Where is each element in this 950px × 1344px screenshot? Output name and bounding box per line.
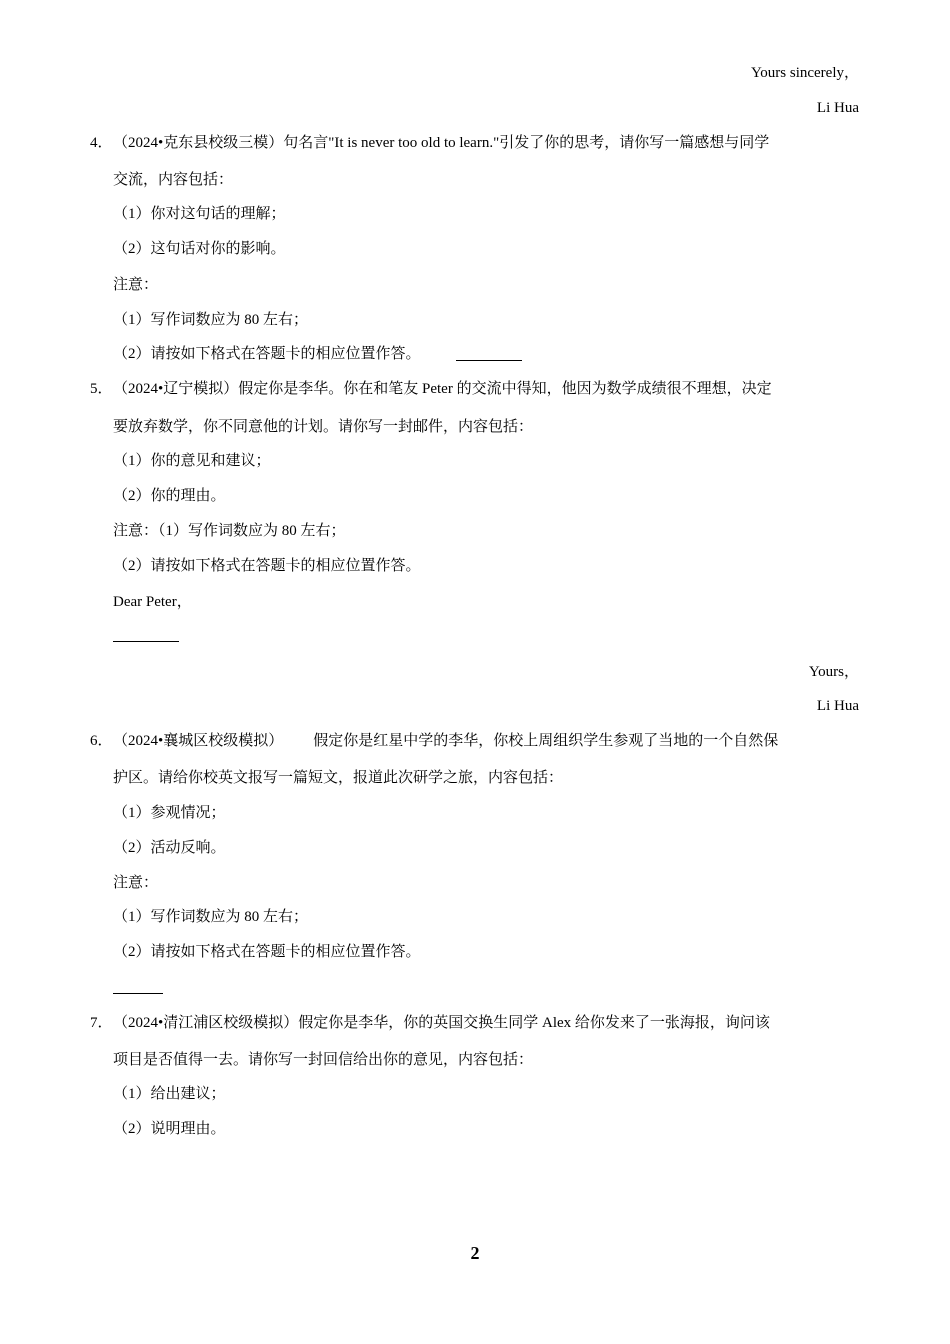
question-text-line-1: （2024•清江浦区校级模拟）假定你是李华，你的英国交换生同学 Alex 给你发来了一张海报，询问该 <box>113 1015 770 1031</box>
page-number: 2 <box>470 1243 480 1263</box>
question-number: 4． <box>90 135 113 151</box>
note-1: （1）写作词数应为 80 左右； <box>113 312 309 328</box>
question-number: 5． <box>90 381 113 397</box>
question-text-line-1: （2024•襄城区校级模拟） 假定你是红星中学的李华，你校上周组织学生参观了当地的一个自然保 <box>113 733 779 749</box>
content-point-1: （1）你的意见和建议； <box>113 453 271 469</box>
content-point-1: （1）参观情况； <box>113 805 226 821</box>
question-number: 6． <box>90 733 113 749</box>
answer-blank <box>456 360 522 361</box>
note-2: （2）请按如下格式在答题卡的相应位置作答。 <box>113 558 421 574</box>
note-1: 注意：（1）写作词数应为 80 左右； <box>113 523 346 539</box>
question-text-line-1: （2024•辽宁模拟）假定你是李华。你在和笔友 Peter 的交流中得知，他因为数学成绩很不理想，决定 <box>113 381 772 397</box>
content-point-1: （1）你对这句话的理解； <box>113 206 286 222</box>
letter-salutation: Dear Peter， <box>113 594 192 610</box>
content-point-2: （2）说明理由。 <box>113 1121 226 1137</box>
note-2: （2）请按如下格式在答题卡的相应位置作答。 <box>113 346 421 362</box>
content-point-2: （2）这句话对你的影响。 <box>113 241 286 257</box>
note-2: （2）请按如下格式在答题卡的相应位置作答。 <box>113 944 421 960</box>
question-text-line-2: 要放弃数学，你不同意他的计划。请你写一封邮件，内容包括： <box>113 419 534 435</box>
prev-letter-signature: Li Hua <box>816 100 859 116</box>
letter-closing: Yours， <box>808 664 859 680</box>
content-point-1: （1）给出建议； <box>113 1086 226 1102</box>
question-number: 7． <box>90 1015 113 1031</box>
question-text-line-2: 项目是否值得一去。请你写一封回信给出你的意见，内容包括： <box>113 1052 534 1068</box>
question-text-line-2: 护区。请给你校英文报写一篇短文，报道此次研学之旅，内容包括： <box>113 770 564 786</box>
letter-signature: Li Hua <box>816 698 859 714</box>
prev-letter-closing: Yours sincerely， <box>750 65 859 81</box>
answer-blank <box>113 993 163 994</box>
note-label: 注意： <box>113 277 159 293</box>
note-label: 注意： <box>113 875 159 891</box>
content-point-2: （2）活动反响。 <box>113 840 226 856</box>
question-text-line-1: （2024•克东县校级三模）句名言"It is never too old to learn."引发了你的思考，请你写一篇感想与同学 <box>113 135 770 151</box>
note-1: （1）写作词数应为 80 左右； <box>113 909 309 925</box>
content-point-2: （2）你的理由。 <box>113 488 226 504</box>
answer-blank <box>113 641 179 642</box>
question-text-line-2: 交流，内容包括： <box>113 172 234 188</box>
